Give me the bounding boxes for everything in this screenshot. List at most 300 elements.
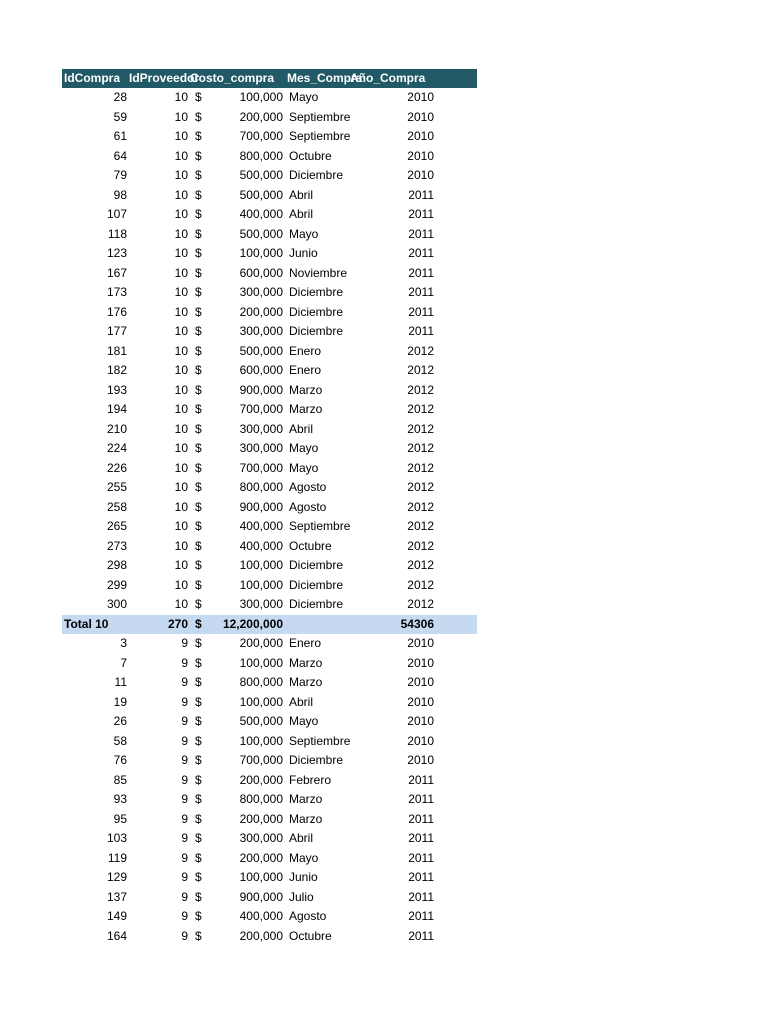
cell-idproveedor[interactable]: 9 — [181, 889, 188, 904]
cell-anio-compra[interactable]: 2011 — [408, 811, 434, 826]
cell-idproveedor[interactable]: 9 — [181, 831, 188, 845]
cell-currency-symbol[interactable]: $ — [195, 168, 202, 182]
cell-idcompra[interactable]: 123 — [106, 246, 127, 260]
cell-mes-compra[interactable]: Marzo — [289, 655, 323, 670]
cell-idcompra[interactable]: 107 — [106, 207, 127, 221]
cell-anio-compra[interactable]: 2011 — [408, 831, 434, 845]
cell-currency-symbol[interactable]: $ — [195, 831, 202, 845]
cell-costo-compra[interactable]: 500,000 — [239, 343, 283, 358]
cell-idproveedor[interactable]: 10 — [174, 519, 188, 533]
cell-idcompra[interactable]: 173 — [106, 285, 127, 299]
cell-anio-compra[interactable]: 2010 — [407, 148, 434, 163]
cell-anio-compra[interactable]: 2010 — [407, 109, 434, 124]
cell-currency-symbol[interactable]: $ — [195, 265, 202, 280]
cell-mes-compra[interactable]: Mayo — [289, 460, 319, 475]
table-row — [62, 264, 477, 284]
cell-currency-symbol[interactable]: $ — [195, 246, 202, 260]
cell-costo-compra[interactable]: 600,000 — [239, 265, 283, 280]
cell-idproveedor[interactable]: 9 — [181, 675, 188, 689]
cell-currency-symbol[interactable]: $ — [195, 538, 202, 553]
cell-anio-compra[interactable]: 2012 — [407, 577, 434, 592]
cell-costo-compra[interactable]: 100,000 — [239, 577, 283, 592]
total-row — [62, 615, 477, 635]
cell-anio-compra[interactable]: 2012 — [407, 441, 434, 455]
cell-mes-compra[interactable]: Abril — [289, 831, 314, 845]
cell-costo-compra[interactable]: 200,000 — [239, 811, 283, 826]
cell-costo-compra[interactable]: 800,000 — [239, 148, 283, 163]
cell-costo-compra[interactable]: 200,000 — [239, 850, 283, 865]
cell-idcompra[interactable]: 28 — [113, 90, 127, 104]
cell-currency-symbol[interactable]: $ — [195, 753, 202, 767]
cell-idcompra[interactable]: 119 — [107, 850, 127, 865]
cell-anio-compra[interactable]: 2010 — [407, 714, 434, 728]
cell-currency-symbol[interactable]: $ — [195, 792, 202, 806]
cell-anio-compra[interactable]: 2011 — [408, 792, 434, 806]
cell-costo-compra[interactable]: 300,000 — [239, 324, 283, 338]
cell-idproveedor[interactable]: 9 — [181, 850, 188, 865]
cell-idcompra[interactable]: 224 — [106, 441, 127, 455]
cell-currency-symbol[interactable]: $ — [195, 499, 202, 514]
table-row — [62, 420, 477, 440]
cell-idcompra[interactable]: 95 — [113, 811, 127, 826]
cell-mes-compra[interactable]: Mayo — [289, 441, 319, 455]
cell-currency-symbol[interactable]: $ — [195, 577, 202, 592]
cell-idproveedor[interactable]: 10 — [174, 226, 188, 241]
table-row — [62, 810, 477, 830]
cell-mes-compra[interactable]: Mayo — [289, 850, 319, 865]
cell-mes-compra[interactable]: Agosto — [289, 909, 327, 923]
cell-idproveedor[interactable]: 10 — [174, 187, 188, 202]
cell-costo-compra[interactable]: 200,000 — [239, 109, 283, 124]
cell-anio-compra[interactable]: 2012 — [407, 597, 434, 611]
cell-anio-compra[interactable]: 2012 — [407, 519, 434, 533]
cell-anio-compra[interactable]: 2011 — [408, 285, 434, 299]
cell-anio-compra[interactable]: 2011 — [408, 207, 434, 221]
cell-costo-compra[interactable]: 12,200,000 — [222, 616, 283, 631]
cell-currency-symbol[interactable]: $ — [195, 811, 202, 826]
cell-idcompra[interactable]: 3 — [120, 636, 127, 650]
cell-currency-symbol[interactable]: $ — [195, 129, 202, 143]
cell-mes-compra[interactable]: Octubre — [289, 148, 332, 163]
cell-currency-symbol[interactable]: $ — [195, 109, 202, 124]
cell-idcompra[interactable]: 93 — [113, 792, 127, 806]
cell-mes-compra[interactable]: Diciembre — [289, 304, 344, 319]
cell-currency-symbol[interactable]: $ — [195, 636, 202, 650]
cell-idcompra[interactable]: 298 — [106, 558, 127, 572]
cell-idcompra[interactable]: 255 — [106, 480, 127, 494]
cell-anio-compra[interactable]: 2011 — [408, 304, 434, 319]
cell-idcompra[interactable]: 177 — [106, 324, 127, 338]
cell-currency-symbol[interactable]: $ — [195, 889, 202, 904]
cell-mes-compra[interactable]: Enero — [289, 343, 322, 358]
cell-mes-compra[interactable]: Septiembre — [289, 733, 351, 748]
cell-idproveedor[interactable]: 10 — [174, 538, 188, 553]
table-row — [62, 732, 477, 752]
cell-idproveedor[interactable]: 10 — [174, 304, 188, 319]
cell-idcompra[interactable]: 193 — [106, 382, 127, 397]
cell-anio-compra[interactable]: 2012 — [407, 421, 434, 436]
cell-mes-compra[interactable]: Septiembre — [289, 109, 351, 124]
cell-idproveedor[interactable]: 10 — [174, 324, 188, 338]
cell-currency-symbol[interactable]: $ — [195, 519, 202, 533]
cell-idproveedor[interactable]: 10 — [174, 363, 188, 377]
cell-anio-compra[interactable]: 2011 — [408, 226, 434, 241]
cell-anio-compra[interactable]: 54306 — [400, 616, 434, 631]
cell-currency-symbol[interactable]: $ — [195, 382, 202, 397]
cell-idcompra[interactable]: 176 — [106, 304, 127, 319]
cell-mes-compra[interactable]: Abril — [289, 207, 314, 221]
cell-currency-symbol[interactable]: $ — [195, 675, 202, 689]
cell-currency-symbol[interactable]: $ — [195, 480, 202, 494]
cell-anio-compra[interactable]: 2011 — [408, 909, 434, 923]
cell-idproveedor[interactable]: 10 — [174, 558, 188, 572]
cell-costo-compra[interactable]: 200,000 — [239, 304, 283, 319]
cell-anio-compra[interactable]: 2010 — [407, 753, 434, 767]
cell-costo-compra[interactable]: 800,000 — [239, 480, 283, 494]
cell-mes-compra[interactable]: Septiembre — [289, 129, 351, 143]
cell-mes-compra[interactable]: Julio — [289, 889, 314, 904]
table-row — [62, 478, 477, 498]
table-row — [62, 751, 477, 771]
cell-idcompra[interactable]: 59 — [113, 109, 127, 124]
cell-anio-compra[interactable]: 2012 — [407, 558, 434, 572]
cell-costo-compra[interactable]: 700,000 — [239, 402, 283, 416]
cell-mes-compra[interactable]: Mayo — [289, 226, 319, 241]
cell-costo-compra[interactable]: 400,000 — [239, 207, 283, 221]
cell-mes-compra[interactable]: Junio — [289, 870, 318, 884]
cell-mes-compra[interactable]: Diciembre — [289, 597, 344, 611]
cell-costo-compra[interactable]: 200,000 — [239, 636, 283, 650]
cell-currency-symbol[interactable]: $ — [195, 733, 202, 748]
cell-currency-symbol[interactable]: $ — [195, 148, 202, 163]
cell-idcompra[interactable]: 137 — [106, 889, 127, 904]
purchases-table — [62, 69, 477, 946]
table-row — [62, 166, 477, 186]
table-row — [62, 322, 477, 342]
cell-currency-symbol[interactable]: $ — [195, 324, 202, 338]
cell-idproveedor[interactable]: 9 — [181, 811, 188, 826]
cell-currency-symbol[interactable]: $ — [195, 655, 202, 670]
cell-idproveedor[interactable]: 10 — [174, 597, 188, 611]
cell-idproveedor[interactable]: 10 — [174, 460, 188, 475]
cell-mes-compra[interactable]: Septiembre — [289, 519, 351, 533]
cell-mes-compra[interactable]: Noviembre — [289, 265, 348, 280]
cell-anio-compra[interactable]: 2010 — [407, 90, 434, 104]
cell-mes-compra[interactable]: Agosto — [289, 499, 327, 514]
cell-costo-compra[interactable]: 600,000 — [239, 363, 283, 377]
cell-currency-symbol[interactable]: $ — [195, 597, 202, 611]
table-row — [62, 888, 477, 908]
cell-costo-compra[interactable]: 900,000 — [239, 889, 283, 904]
table-row — [62, 790, 477, 810]
cell-idproveedor[interactable]: 9 — [181, 909, 188, 923]
cell-currency-symbol[interactable]: $ — [195, 207, 202, 221]
cell-mes-compra[interactable]: Enero — [289, 636, 322, 650]
table-row — [62, 127, 477, 147]
cell-costo-compra[interactable]: 900,000 — [239, 499, 283, 514]
table-row — [62, 381, 477, 401]
cell-idcompra[interactable]: 19 — [113, 694, 127, 709]
cell-idproveedor[interactable]: 10 — [174, 499, 188, 514]
cell-idcompra[interactable]: 181 — [106, 343, 127, 358]
cell-costo-compra[interactable]: 100,000 — [239, 733, 283, 748]
cell-mes-compra[interactable] — [285, 615, 381, 635]
cell-idproveedor[interactable]: 10 — [174, 402, 188, 416]
cell-currency-symbol[interactable]: $ — [195, 694, 202, 709]
cell-idproveedor[interactable]: 10 — [174, 577, 188, 592]
table-row — [62, 147, 477, 167]
cell-mes-compra[interactable]: Diciembre — [289, 324, 344, 338]
cell-currency-symbol[interactable]: $ — [195, 304, 202, 319]
header-costo-compra[interactable]: Costo_compra — [190, 71, 275, 85]
cell-mes-compra[interactable]: Diciembre — [289, 558, 344, 572]
cell-costo-compra[interactable]: 500,000 — [239, 187, 283, 202]
cell-anio-compra[interactable]: 2010 — [407, 168, 434, 182]
header-idproveedor[interactable]: IdProveedor — [129, 71, 200, 85]
cell-currency-symbol[interactable]: $ — [195, 441, 202, 455]
cell-mes-compra[interactable]: Diciembre — [289, 168, 344, 182]
cell-costo-compra[interactable]: 100,000 — [239, 558, 283, 572]
cell-currency-symbol[interactable]: $ — [195, 187, 202, 202]
cell-mes-compra[interactable]: Agosto — [289, 480, 327, 494]
cell-currency-symbol[interactable]: $ — [195, 421, 202, 436]
cell-currency-symbol[interactable]: $ — [195, 363, 202, 377]
cell-idproveedor[interactable]: 10 — [174, 343, 188, 358]
cell-mes-compra[interactable]: Octubre — [289, 538, 332, 553]
cell-costo-compra[interactable]: 300,000 — [239, 597, 283, 611]
cell-idcompra[interactable]: 194 — [106, 402, 127, 416]
cell-idproveedor[interactable]: 9 — [181, 733, 188, 748]
cell-anio-compra[interactable]: 2011 — [408, 889, 434, 904]
cell-currency-symbol[interactable]: $ — [195, 558, 202, 572]
cell-currency-symbol[interactable]: $ — [195, 870, 202, 884]
cell-mes-compra[interactable]: Abril — [289, 187, 314, 202]
cell-idproveedor[interactable]: 270 — [167, 616, 188, 631]
cell-anio-compra[interactable]: 2012 — [407, 538, 434, 553]
cell-anio-compra[interactable]: 2010 — [407, 733, 434, 748]
cell-costo-compra[interactable]: 300,000 — [239, 421, 283, 436]
cell-mes-compra[interactable]: Diciembre — [289, 577, 344, 592]
cell-mes-compra[interactable]: Marzo — [289, 811, 323, 826]
cell-idcompra[interactable]: 98 — [113, 187, 127, 202]
cell-idproveedor[interactable]: 10 — [174, 285, 188, 299]
cell-idproveedor[interactable]: 9 — [181, 694, 188, 709]
cell-idcompra[interactable]: 118 — [107, 226, 127, 241]
cell-mes-compra[interactable]: Junio — [289, 246, 318, 260]
cell-currency-symbol[interactable]: $ — [195, 909, 202, 923]
header-idcompra[interactable]: IdCompra — [64, 71, 121, 85]
cell-idproveedor[interactable]: 10 — [174, 441, 188, 455]
cell-currency-symbol[interactable]: $ — [195, 90, 202, 104]
cell-mes-compra[interactable]: Marzo — [289, 382, 323, 397]
cell-idcompra[interactable]: 76 — [113, 753, 127, 767]
table-row — [62, 361, 477, 381]
cell-costo-compra[interactable]: 100,000 — [239, 246, 283, 260]
table-row — [62, 303, 477, 323]
cell-idcompra[interactable]: 58 — [113, 733, 127, 748]
cell-idcompra[interactable]: 258 — [106, 499, 127, 514]
cell-anio-compra[interactable]: 2011 — [408, 928, 434, 943]
cell-idcompra[interactable]: 85 — [113, 772, 127, 787]
cell-idproveedor[interactable]: 10 — [174, 480, 188, 494]
cell-idproveedor[interactable]: 10 — [174, 421, 188, 436]
cell-anio-compra[interactable]: 2012 — [407, 499, 434, 514]
cell-idcompra[interactable]: 11 — [114, 675, 127, 689]
cell-costo-compra[interactable]: 400,000 — [239, 519, 283, 533]
header-mes-compra[interactable]: Mes_Compra — [287, 71, 363, 85]
cell-mes-compra[interactable]: Abril — [289, 421, 314, 436]
cell-costo-compra[interactable]: 400,000 — [239, 538, 283, 553]
cell-anio-compra[interactable]: 2010 — [407, 636, 434, 650]
cell-mes-compra[interactable]: Mayo — [289, 90, 319, 104]
cell-idproveedor[interactable]: 9 — [181, 655, 188, 670]
cell-idcompra[interactable]: 61 — [113, 129, 127, 143]
cell-idproveedor[interactable]: 10 — [174, 246, 188, 260]
cell-costo-compra[interactable]: 700,000 — [239, 460, 283, 475]
cell-mes-compra[interactable]: Marzo — [289, 792, 323, 806]
cell-anio-compra[interactable]: 2010 — [407, 655, 434, 670]
cell-idproveedor[interactable]: 10 — [174, 109, 188, 124]
cell-idcompra[interactable]: 167 — [106, 265, 127, 280]
cell-costo-compra[interactable]: 300,000 — [239, 441, 283, 455]
cell-anio-compra[interactable]: 2011 — [408, 265, 434, 280]
cell-idcompra[interactable]: 7 — [120, 655, 127, 670]
cell-anio-compra[interactable]: 2010 — [407, 694, 434, 709]
cell-mes-compra[interactable]: Diciembre — [289, 753, 344, 767]
cell-anio-compra[interactable]: 2011 — [408, 772, 434, 787]
table-row — [62, 342, 477, 362]
cell-idproveedor[interactable]: 10 — [174, 168, 188, 182]
cell-costo-compra[interactable]: 300,000 — [239, 831, 283, 845]
cell-idproveedor[interactable]: 10 — [174, 129, 188, 143]
cell-idcompra[interactable]: Total 10 — [64, 616, 109, 631]
header-anio-compra[interactable]: Año_Compra — [350, 71, 426, 85]
cell-costo-compra[interactable]: 800,000 — [239, 675, 283, 689]
table-row — [62, 225, 477, 245]
cell-currency-symbol[interactable]: $ — [195, 343, 202, 358]
cell-idproveedor[interactable]: 9 — [181, 772, 188, 787]
cell-anio-compra[interactable]: 2011 — [408, 870, 434, 884]
cell-costo-compra[interactable]: 500,000 — [239, 168, 283, 182]
cell-costo-compra[interactable]: 700,000 — [239, 129, 283, 143]
cell-currency-symbol[interactable]: $ — [195, 616, 202, 631]
cell-currency-symbol[interactable]: $ — [195, 928, 202, 943]
cell-idproveedor[interactable]: 10 — [174, 265, 188, 280]
cell-currency-symbol[interactable]: $ — [195, 285, 202, 299]
cell-idcompra[interactable]: 129 — [106, 870, 127, 884]
cell-mes-compra[interactable]: Mayo — [289, 714, 319, 728]
table-row — [62, 712, 477, 732]
table-row — [62, 595, 477, 615]
cell-mes-compra[interactable]: Abril — [289, 694, 314, 709]
cell-currency-symbol[interactable]: $ — [195, 714, 202, 728]
cell-idcompra[interactable]: 182 — [106, 363, 127, 377]
cell-idcompra[interactable]: 79 — [113, 168, 127, 182]
cell-costo-compra[interactable]: 900,000 — [239, 382, 283, 397]
cell-anio-compra[interactable]: 2012 — [407, 402, 434, 416]
table-row — [62, 927, 477, 947]
cell-idproveedor[interactable]: 10 — [174, 382, 188, 397]
cell-costo-compra[interactable]: 200,000 — [239, 928, 283, 943]
cell-anio-compra[interactable]: 2012 — [407, 460, 434, 475]
cell-costo-compra[interactable]: 200,000 — [239, 772, 283, 787]
cell-currency-symbol[interactable]: $ — [195, 772, 202, 787]
table-row — [62, 459, 477, 479]
cell-idproveedor[interactable]: 9 — [181, 636, 188, 650]
table-row — [62, 868, 477, 888]
table-row — [62, 537, 477, 557]
cell-currency-symbol[interactable]: $ — [195, 460, 202, 475]
cell-idproveedor[interactable]: 10 — [174, 207, 188, 221]
table-row — [62, 205, 477, 225]
cell-anio-compra[interactable]: 2011 — [408, 324, 434, 338]
cell-anio-compra[interactable]: 2012 — [407, 343, 434, 358]
cell-costo-compra[interactable]: 800,000 — [239, 792, 283, 806]
cell-costo-compra[interactable]: 100,000 — [239, 90, 283, 104]
cell-costo-compra[interactable]: 500,000 — [239, 226, 283, 241]
table-row — [62, 108, 477, 128]
cell-idcompra[interactable]: 164 — [106, 928, 127, 943]
cell-costo-compra[interactable]: 100,000 — [239, 694, 283, 709]
cell-costo-compra[interactable]: 300,000 — [239, 285, 283, 299]
cell-costo-compra[interactable]: 400,000 — [239, 909, 283, 923]
cell-anio-compra[interactable]: 2011 — [408, 246, 434, 260]
cell-mes-compra[interactable]: Enero — [289, 363, 322, 377]
cell-mes-compra[interactable]: Diciembre — [289, 285, 344, 299]
cell-anio-compra[interactable]: 2011 — [408, 850, 434, 865]
table-row — [62, 576, 477, 596]
cell-idcompra[interactable]: 210 — [106, 421, 127, 436]
cell-costo-compra[interactable]: 700,000 — [239, 753, 283, 767]
cell-idproveedor[interactable]: 9 — [181, 753, 188, 767]
cell-idproveedor[interactable]: 9 — [181, 928, 188, 943]
cell-anio-compra[interactable]: 2010 — [407, 129, 434, 143]
cell-idcompra[interactable]: 299 — [106, 577, 127, 592]
cell-currency-symbol[interactable]: $ — [195, 402, 202, 416]
cell-costo-compra[interactable]: 500,000 — [239, 714, 283, 728]
cell-idcompra[interactable]: 26 — [113, 714, 127, 728]
cell-currency-symbol[interactable]: $ — [195, 850, 202, 865]
table-row — [62, 244, 477, 264]
cell-mes-compra[interactable]: Marzo — [289, 402, 323, 416]
cell-idproveedor[interactable]: 9 — [181, 714, 188, 728]
cell-idcompra[interactable]: 226 — [106, 460, 127, 475]
cell-idcompra[interactable]: 64 — [113, 148, 127, 163]
cell-currency-symbol[interactable]: $ — [195, 226, 202, 241]
cell-anio-compra[interactable]: 2012 — [407, 363, 434, 377]
cell-mes-compra[interactable]: Febrero — [289, 772, 332, 787]
cell-costo-compra[interactable]: 100,000 — [239, 655, 283, 670]
cell-anio-compra[interactable]: 2011 — [408, 187, 434, 202]
cell-idcompra[interactable]: 300 — [106, 597, 127, 611]
cell-anio-compra[interactable]: 2012 — [407, 480, 434, 494]
cell-idcompra[interactable]: 103 — [106, 831, 127, 845]
cell-idproveedor[interactable]: 9 — [181, 870, 188, 884]
cell-costo-compra[interactable]: 100,000 — [239, 870, 283, 884]
table-row — [62, 849, 477, 869]
cell-anio-compra[interactable]: 2012 — [407, 382, 434, 397]
cell-mes-compra[interactable]: Octubre — [289, 928, 332, 943]
cell-anio-compra[interactable]: 2010 — [407, 675, 434, 689]
cell-idcompra[interactable]: 149 — [106, 909, 127, 923]
cell-idproveedor[interactable]: 10 — [174, 148, 188, 163]
cell-idproveedor[interactable]: 10 — [174, 90, 188, 104]
cell-idcompra[interactable]: 265 — [106, 519, 127, 533]
cell-idcompra[interactable]: 273 — [106, 538, 127, 553]
cell-mes-compra[interactable]: Marzo — [289, 675, 323, 689]
cell-idproveedor[interactable]: 9 — [181, 792, 188, 806]
table-row — [62, 829, 477, 849]
